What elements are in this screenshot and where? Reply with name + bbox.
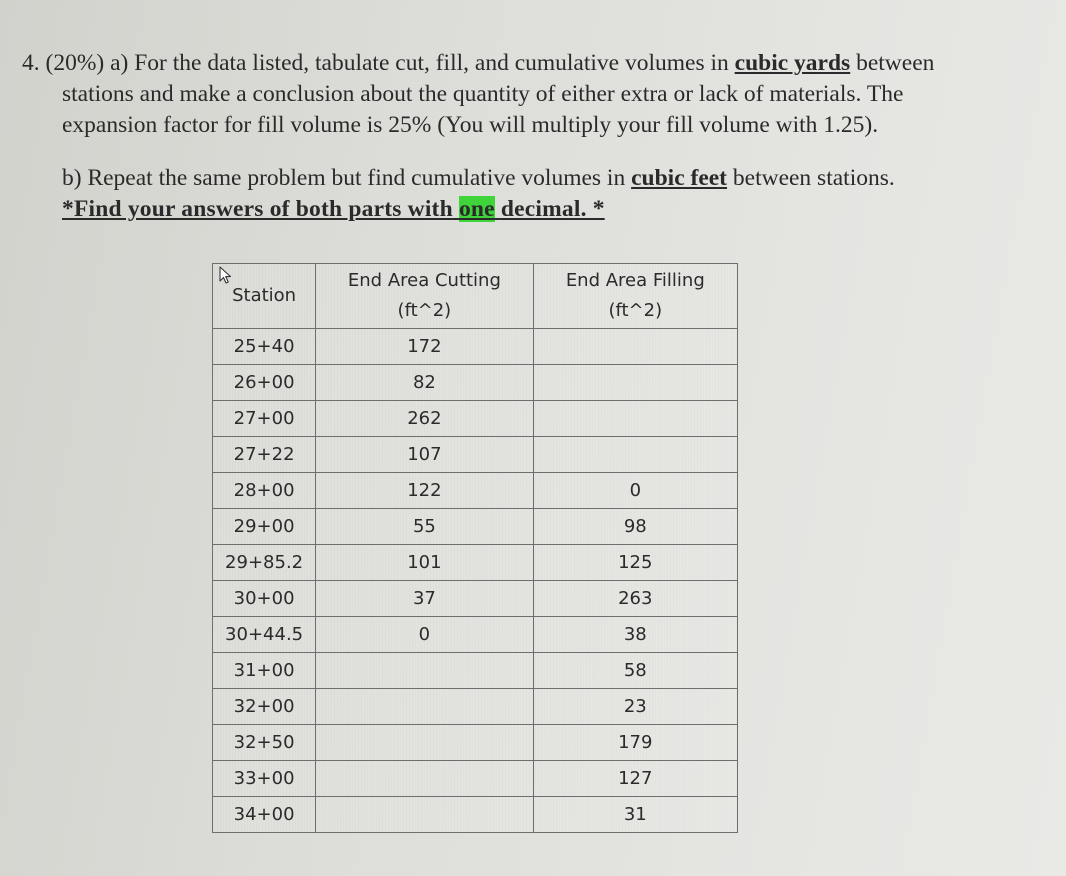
- problem-number: 4.: [22, 50, 40, 76]
- header-station: Station: [213, 264, 316, 329]
- cut-cell: 82: [316, 365, 533, 401]
- part-b-start: b) Repeat the same problem but find cumulative volumes in: [62, 165, 626, 191]
- fill-cell: 179: [533, 725, 737, 761]
- fill-cell: 31: [533, 797, 737, 833]
- part-b-end: between stations.: [732, 165, 895, 191]
- table-row: [213, 365, 738, 401]
- table-row: [213, 329, 738, 365]
- station-cell: 32+00: [213, 689, 316, 725]
- table-header-row: [213, 264, 738, 329]
- cut-cell: 0: [316, 617, 533, 653]
- cut-cell: 101: [316, 545, 533, 581]
- header-fill-line2: (ft^2): [608, 300, 663, 321]
- table-row: [213, 581, 738, 617]
- station-cell: 30+00: [213, 581, 316, 617]
- fill-cell: [533, 401, 737, 437]
- fill-cell: 38: [533, 617, 737, 653]
- station-cell: 31+00: [213, 653, 316, 689]
- part-a-line1-end: between: [856, 50, 935, 76]
- table-row: [213, 725, 738, 761]
- table-row: [213, 437, 738, 473]
- header-fill: [533, 264, 737, 329]
- cut-cell: 37: [316, 581, 533, 617]
- cut-cell: [316, 797, 533, 833]
- note-highlight: one: [458, 196, 495, 222]
- station-cell: 29+85.2: [213, 545, 316, 581]
- header-cut: [316, 264, 533, 329]
- mouse-pointer-icon: [219, 266, 235, 286]
- station-cell: 25+40: [213, 329, 316, 365]
- part-b-unit: cubic feet: [631, 165, 728, 191]
- fill-cell: 58: [533, 653, 737, 689]
- note-line: [22, 194, 1052, 225]
- part-a-line-2: stations and make a conclusion about the quantity of either extra or lack of materials. The: [62, 81, 904, 107]
- fill-cell: 98: [533, 509, 737, 545]
- cut-cell: [316, 761, 533, 797]
- cut-cell: [316, 689, 533, 725]
- decimal-note: [62, 194, 605, 225]
- fill-cell: [533, 437, 737, 473]
- station-cell: 29+00: [213, 509, 316, 545]
- fill-cell: 127: [533, 761, 737, 797]
- table-row: [213, 473, 738, 509]
- fill-cell: [533, 329, 737, 365]
- table-row: [213, 401, 738, 437]
- station-cell: 28+00: [213, 473, 316, 509]
- problem-statement: [22, 48, 1052, 225]
- station-cell: 30+44.5: [213, 617, 316, 653]
- station-cell: 27+22: [213, 437, 316, 473]
- fill-cell: 125: [533, 545, 737, 581]
- note-end: decimal. *: [500, 196, 605, 222]
- fill-cell: 23: [533, 689, 737, 725]
- station-cell: 32+50: [213, 725, 316, 761]
- station-cell: 33+00: [213, 761, 316, 797]
- table-row: [213, 545, 738, 581]
- header-cut-line2: (ft^2): [397, 300, 452, 321]
- cut-cell: 107: [316, 437, 533, 473]
- table-row: [213, 761, 738, 797]
- table-row: [213, 653, 738, 689]
- station-cell: 26+00: [213, 365, 316, 401]
- table-row: [213, 509, 738, 545]
- cut-cell: 172: [316, 329, 533, 365]
- fill-cell: 0: [533, 473, 737, 509]
- station-cell: 34+00: [213, 797, 316, 833]
- part-a-line-3: expansion factor for fill volume is 25% (You will multiply your fill volume with 1.25).: [62, 112, 879, 138]
- header-fill-line1: End Area Filling: [565, 270, 705, 291]
- part-b-line: [22, 163, 1052, 194]
- table-row: [213, 797, 738, 833]
- table-row: [213, 689, 738, 725]
- part-a-line-1: [22, 48, 1052, 79]
- end-area-table: [212, 263, 738, 833]
- header-cut-line1: End Area Cutting: [347, 270, 501, 291]
- cut-cell: [316, 653, 533, 689]
- cut-cell: 262: [316, 401, 533, 437]
- fill-cell: [533, 365, 737, 401]
- table-row: [213, 617, 738, 653]
- part-a-unit: cubic yards: [734, 50, 851, 76]
- fill-cell: 263: [533, 581, 737, 617]
- note-start: *Find your answers of both parts with: [62, 196, 453, 222]
- cut-cell: 55: [316, 509, 533, 545]
- part-a-intro: (20%) a) For the data listed, tabulate cut, fill, and cumulative volumes in: [45, 50, 729, 76]
- cut-cell: [316, 725, 533, 761]
- cut-cell: 122: [316, 473, 533, 509]
- station-cell: 27+00: [213, 401, 316, 437]
